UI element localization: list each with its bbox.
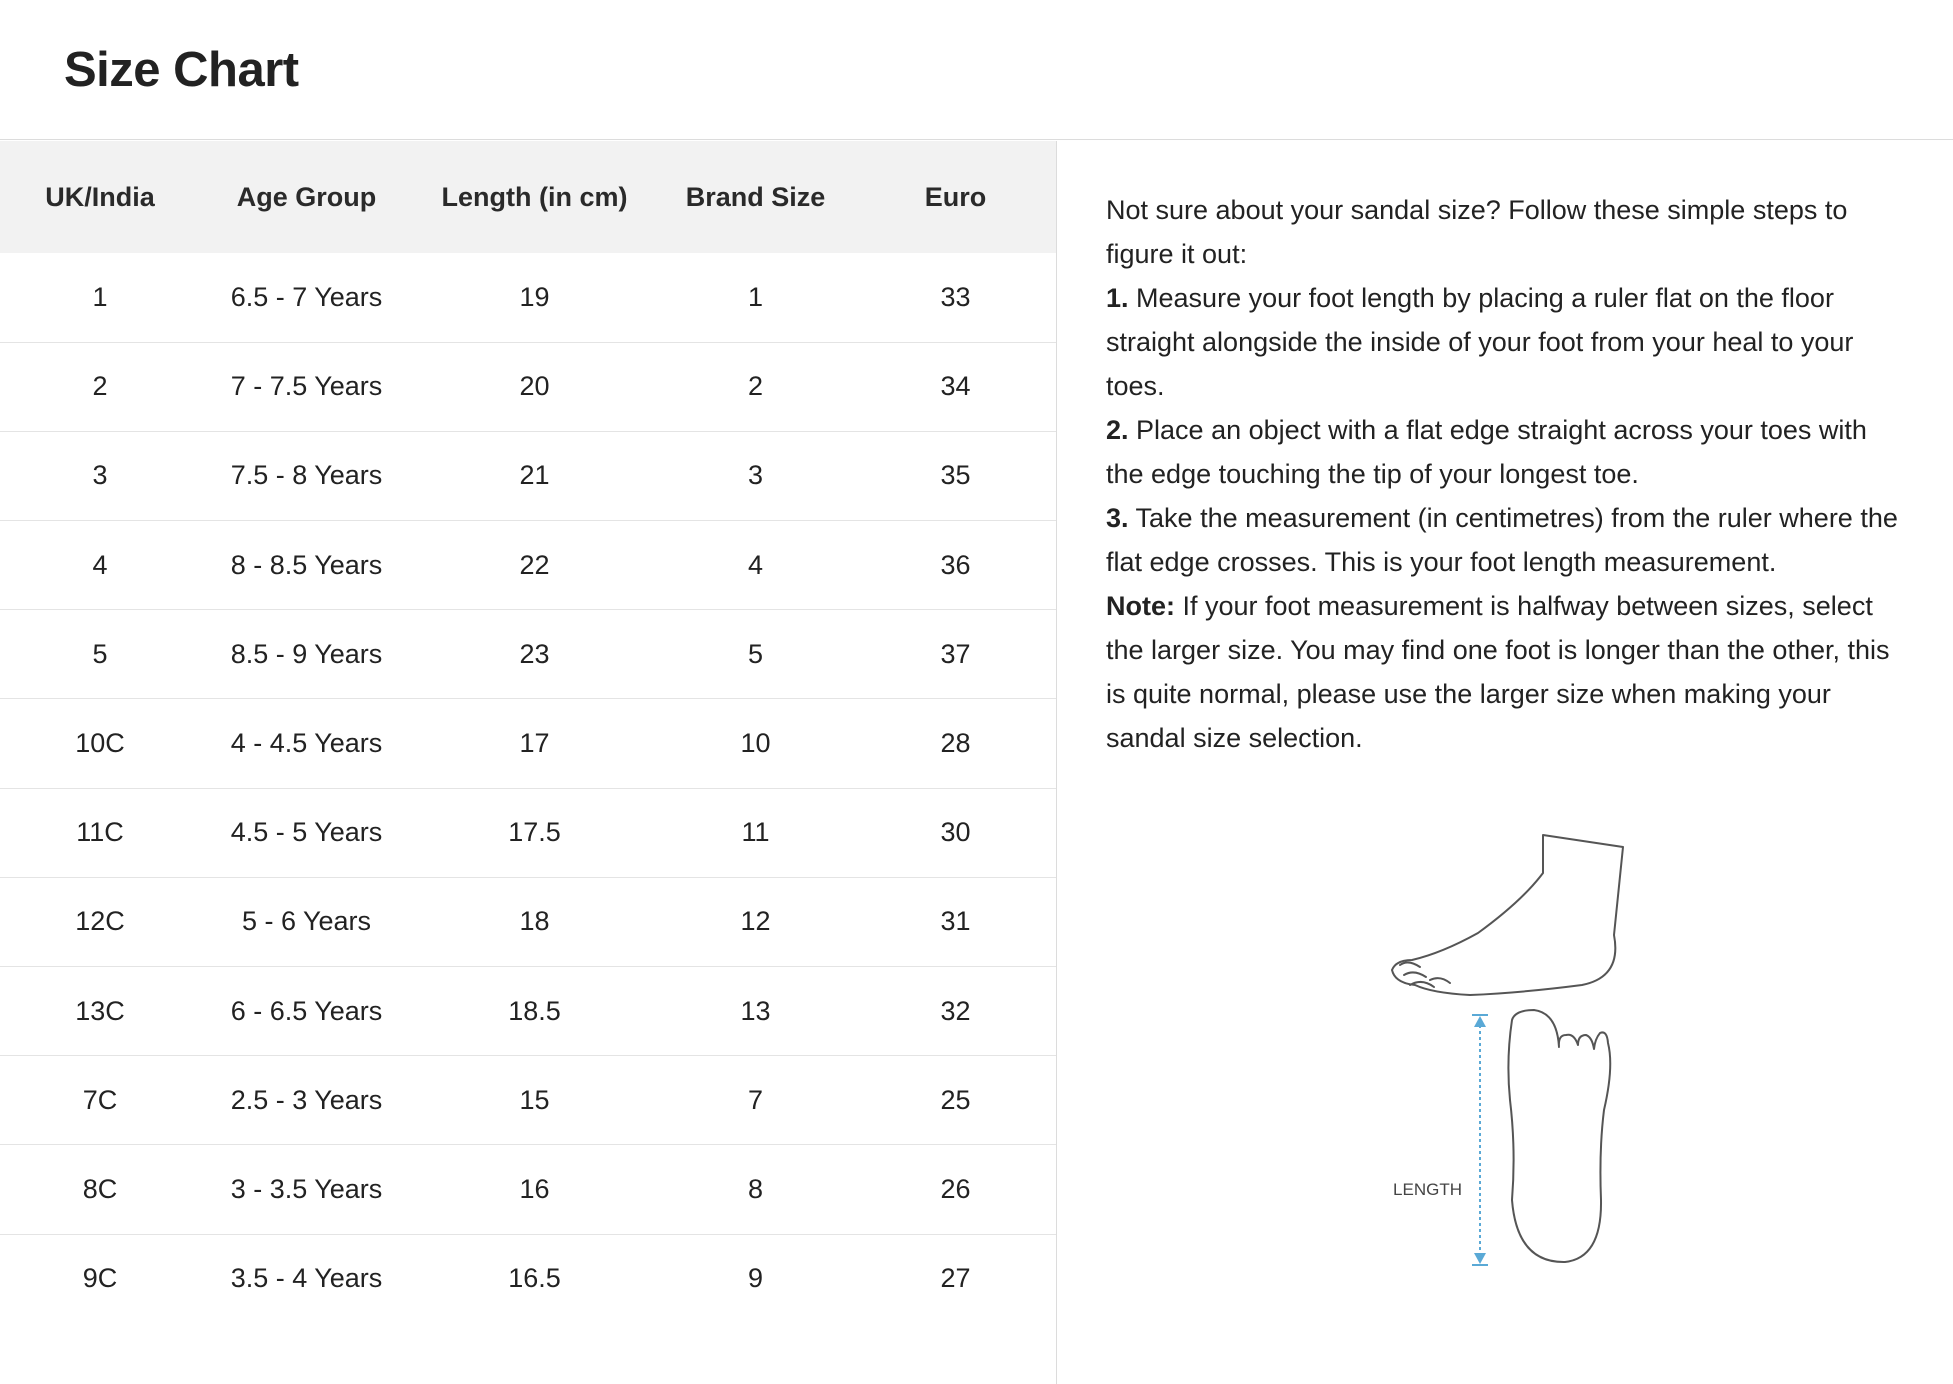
table-row (0, 342, 1056, 431)
age-group-cell: 4.5 - 5 Years (230, 817, 383, 848)
brand-size-cell: 13 (740, 995, 771, 1026)
uk-india-cell: 12C (75, 906, 125, 937)
column-header-age-group: Age Group (236, 181, 377, 212)
euro-cell: 36 (940, 549, 971, 580)
brand-size-cell: 4 (747, 549, 764, 580)
length-cell: 23 (519, 638, 550, 669)
length-cell: 21 (519, 460, 550, 491)
euro-cell: 26 (940, 1173, 971, 1204)
brand-size-cell: 8 (747, 1173, 764, 1204)
brand-size-cell: 7 (747, 1084, 764, 1115)
length-cell: 22 (519, 549, 550, 580)
column-header-euro: Euro (924, 181, 987, 212)
age-group-cell: 2.5 - 3 Years (230, 1084, 383, 1115)
brand-size-cell: 3 (747, 460, 764, 491)
euro-cell: 35 (940, 460, 971, 491)
table-row (0, 521, 1056, 610)
size-table-panel (0, 141, 1057, 1384)
note-text: If your foot measurement is halfway between sizes, select the larger size. You may find one foot is longer than the other, this is quite normal, please use the larger size when making your sandal size selection. (1106, 591, 1890, 753)
table-row (0, 431, 1056, 520)
note-label: Note: (1106, 591, 1175, 621)
uk-india-cell: 3 (92, 460, 108, 491)
brand-size-cell: 12 (740, 906, 771, 937)
length-cell: 15 (519, 1084, 550, 1115)
length-cell: 17.5 (508, 817, 561, 848)
table-row (0, 877, 1056, 966)
header (0, 0, 1953, 140)
sizing-instructions (1106, 188, 1906, 760)
table-body (0, 253, 1056, 1323)
table-row (0, 610, 1056, 699)
instruction-note (1106, 584, 1906, 760)
table-row (0, 1234, 1056, 1323)
euro-cell: 30 (940, 817, 971, 848)
side-foot-icon (1392, 835, 1623, 995)
table-header (0, 141, 1056, 253)
length-cell: 16.5 (508, 1263, 561, 1294)
step-number: 1. (1106, 283, 1129, 313)
page-title: Size Chart (64, 43, 299, 97)
age-group-cell: 5 - 6 Years (241, 906, 372, 937)
foot-sole-icon (1508, 1010, 1610, 1262)
size-table (0, 141, 1056, 1323)
length-cell: 18 (519, 906, 550, 937)
brand-size-cell: 11 (741, 817, 770, 848)
column-header-brand-size: Brand Size (685, 181, 826, 212)
uk-india-cell: 10C (75, 728, 125, 759)
brand-size-cell: 9 (747, 1263, 764, 1294)
brand-size-cell: 5 (747, 638, 764, 669)
age-group-cell: 7 - 7.5 Years (230, 371, 383, 402)
age-group-cell: 8 - 8.5 Years (230, 549, 383, 580)
length-cell: 17 (519, 728, 550, 759)
step-number: 3. (1106, 503, 1129, 533)
table-header-row (0, 141, 1056, 253)
step-number: 2. (1106, 415, 1129, 445)
table-row (0, 1145, 1056, 1234)
euro-cell: 37 (940, 638, 971, 669)
brand-size-cell: 1 (747, 281, 764, 312)
age-group-cell: 3.5 - 4 Years (230, 1263, 383, 1294)
age-group-cell: 7.5 - 8 Years (230, 460, 383, 491)
uk-india-cell: 4 (92, 549, 108, 580)
euro-cell: 25 (940, 1084, 971, 1115)
table-row (0, 788, 1056, 877)
age-group-cell: 4 - 4.5 Years (230, 728, 383, 759)
uk-india-cell: 9C (82, 1263, 118, 1294)
euro-cell: 31 (940, 906, 971, 937)
euro-cell: 27 (940, 1263, 971, 1294)
column-header-uk-india: UK/India (45, 181, 155, 212)
euro-cell: 32 (940, 995, 971, 1026)
step-text: Take the measurement (in centimetres) from the ruler where the flat edge crosses. This is your foot length measurement. (1106, 503, 1898, 577)
table-row (0, 699, 1056, 788)
instructions-intro: Not sure about your sandal size? Follow these simple steps to figure it out: (1106, 195, 1848, 269)
length-cell: 19 (519, 281, 550, 312)
brand-size-cell: 10 (740, 728, 771, 759)
brand-size-cell: 2 (747, 371, 764, 402)
uk-india-cell: 11C (76, 817, 124, 848)
euro-cell: 34 (940, 371, 971, 402)
uk-india-cell: 2 (92, 371, 108, 402)
uk-india-cell: 8C (82, 1173, 118, 1204)
age-group-cell: 3 - 3.5 Years (230, 1173, 383, 1204)
length-label: LENGTH (1393, 1180, 1462, 1199)
uk-india-cell: 7C (82, 1084, 118, 1115)
step-text: Measure your foot length by placing a ruler flat on the floor straight alongside the inside of your foot from your heal to your toes. (1106, 283, 1854, 401)
length-cell: 18.5 (508, 995, 561, 1026)
uk-india-cell: 5 (92, 638, 108, 669)
instruction-step-2 (1106, 408, 1906, 496)
euro-cell: 33 (940, 281, 971, 312)
column-header-length: Length (in cm) (441, 181, 628, 212)
table-row (0, 1056, 1056, 1145)
age-group-cell: 6 - 6.5 Years (230, 995, 383, 1026)
table-row (0, 967, 1056, 1056)
uk-india-cell: 1 (92, 281, 108, 312)
age-group-cell: 6.5 - 7 Years (230, 281, 383, 312)
instruction-step-3 (1106, 496, 1906, 584)
instruction-step-1 (1106, 276, 1906, 408)
foot-measurement-illustration (1360, 825, 1640, 1275)
length-cell: 16 (519, 1173, 550, 1204)
age-group-cell: 8.5 - 9 Years (230, 638, 383, 669)
table-row (0, 253, 1056, 342)
euro-cell: 28 (940, 728, 971, 759)
length-arrow-icon (1472, 1015, 1488, 1265)
length-cell: 20 (519, 371, 550, 402)
uk-india-cell: 13C (75, 995, 125, 1026)
step-text: Place an object with a flat edge straight across your toes with the edge touching the tip of your longest toe. (1106, 415, 1867, 489)
